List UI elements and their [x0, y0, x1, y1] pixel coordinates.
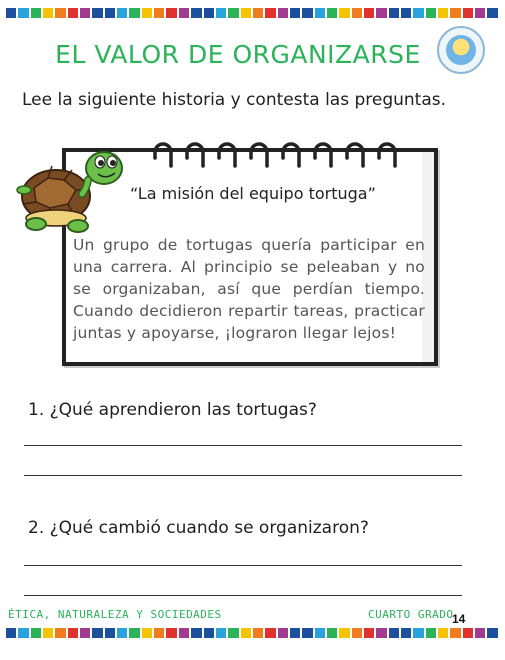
strip-square	[166, 628, 176, 638]
answer-line[interactable]	[24, 565, 462, 566]
strip-square	[315, 8, 325, 18]
question-1: 1. ¿Qué aprendieron las tortugas?	[28, 400, 317, 420]
strip-square	[191, 628, 201, 638]
strip-square	[475, 8, 485, 18]
strip-square	[450, 628, 460, 638]
strip-square	[179, 8, 189, 18]
strip-square	[278, 8, 288, 18]
turtle-illustration	[16, 138, 128, 236]
strip-square	[339, 8, 349, 18]
strip-square	[352, 628, 362, 638]
top-color-strip	[6, 8, 498, 18]
strip-square	[278, 628, 288, 638]
strip-square	[216, 628, 226, 638]
strip-square	[401, 628, 411, 638]
strip-square	[438, 8, 448, 18]
strip-square	[31, 628, 41, 638]
strip-square	[241, 628, 251, 638]
strip-square	[18, 628, 28, 638]
page-title: EL VALOR DE ORGANIZARSE	[55, 40, 421, 69]
strip-square	[142, 8, 152, 18]
strip-square	[426, 8, 436, 18]
strip-square	[302, 628, 312, 638]
strip-square	[253, 628, 263, 638]
strip-square	[105, 628, 115, 638]
strip-square	[401, 8, 411, 18]
strip-square	[413, 8, 423, 18]
strip-square	[92, 628, 102, 638]
strip-square	[204, 628, 214, 638]
story-text: Un grupo de tortugas quería participar en una carrera. Al principio se peleaban y no se organizaban, así que perdían tiempo. Cuando decidieron repartir tareas, practicar juntas y apoyarse, ¡lograron llegar lejos!	[73, 236, 425, 342]
strip-square	[487, 628, 497, 638]
answer-line[interactable]	[24, 595, 462, 596]
strip-square	[241, 8, 251, 18]
strip-square	[18, 8, 28, 18]
strip-square	[216, 8, 226, 18]
strip-square	[253, 8, 263, 18]
strip-square	[68, 628, 78, 638]
answer-line[interactable]	[24, 445, 462, 446]
strip-square	[463, 8, 473, 18]
strip-square	[265, 8, 275, 18]
strip-square	[376, 628, 386, 638]
strip-square	[426, 628, 436, 638]
strip-square	[290, 8, 300, 18]
strip-square	[204, 8, 214, 18]
strip-square	[6, 8, 16, 18]
strip-square	[154, 628, 164, 638]
strip-square	[55, 8, 65, 18]
school-seal-logo	[437, 26, 485, 74]
strip-square	[302, 8, 312, 18]
bottom-color-strip	[6, 628, 498, 638]
strip-square	[228, 628, 238, 638]
strip-square	[389, 8, 399, 18]
strip-square	[43, 628, 53, 638]
strip-square	[117, 628, 127, 638]
strip-square	[315, 628, 325, 638]
strip-square	[68, 8, 78, 18]
strip-square	[166, 8, 176, 18]
strip-square	[327, 8, 337, 18]
strip-square	[80, 8, 90, 18]
strip-square	[6, 628, 16, 638]
strip-square	[463, 628, 473, 638]
strip-square	[142, 628, 152, 638]
strip-square	[92, 8, 102, 18]
strip-square	[129, 628, 139, 638]
strip-square	[487, 8, 497, 18]
strip-square	[154, 8, 164, 18]
strip-square	[352, 8, 362, 18]
strip-square	[339, 628, 349, 638]
instruction-text: Lee la siguiente historia y contesta las preguntas.	[22, 90, 447, 110]
strip-square	[105, 8, 115, 18]
strip-square	[413, 628, 423, 638]
strip-square	[191, 8, 201, 18]
strip-square	[31, 8, 41, 18]
strip-square	[364, 8, 374, 18]
strip-square	[117, 8, 127, 18]
strip-square	[364, 628, 374, 638]
strip-square	[265, 628, 275, 638]
footer-subject: ÉTICA, NATURALEZA Y SOCIEDADES	[8, 608, 222, 621]
strip-square	[228, 8, 238, 18]
strip-square	[475, 628, 485, 638]
strip-square	[438, 628, 448, 638]
strip-square	[55, 628, 65, 638]
strip-square	[80, 628, 90, 638]
strip-square	[327, 628, 337, 638]
strip-square	[376, 8, 386, 18]
strip-square	[450, 8, 460, 18]
page-number: 14	[452, 612, 466, 626]
story-title: “La misión del equipo tortuga”	[130, 184, 376, 203]
strip-square	[179, 628, 189, 638]
answer-line[interactable]	[24, 475, 462, 476]
footer-grade: CUARTO GRADO	[368, 608, 454, 621]
strip-square	[389, 628, 399, 638]
strip-square	[129, 8, 139, 18]
question-2: 2. ¿Qué cambió cuando se organizaron?	[28, 518, 369, 538]
strip-square	[290, 628, 300, 638]
strip-square	[43, 8, 53, 18]
